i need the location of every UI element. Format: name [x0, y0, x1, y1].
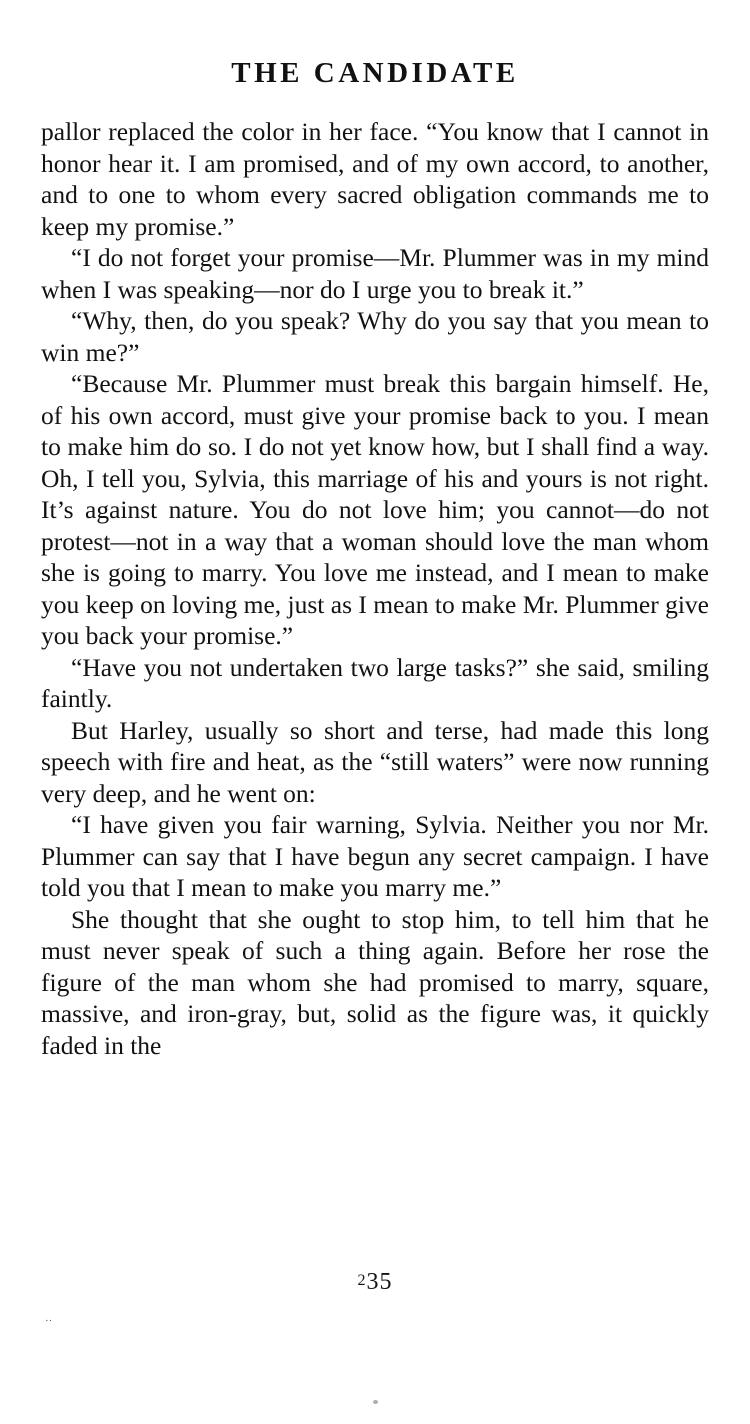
paragraph: pallor replaced the color in her face. “You know that I cannot in honor hear it. I am promised, and of my own accord, to another, and to one to whom every sacred obligation commands me to keep my promise.” — [41, 117, 709, 241]
page-number-superscript: 2 — [357, 1272, 367, 1289]
body-text — [41, 116, 709, 1061]
paragraph: “Why, then, do you speak? Why do you say that you mean to win me?” — [41, 306, 709, 367]
paragraph: “I have given you fair warning, Sylvia. Neither you nor Mr. Plummer can say that I have begun any secret campaign. I have told you that I mean to make you marry me.” — [41, 810, 709, 902]
page-speck-mark: ·· — [45, 1315, 53, 1327]
paragraph: “I do not forget your promise—Mr. Plummer was in my mind when I was speaking—nor do I urge you to break it.” — [41, 243, 709, 304]
paragraph: “Have you not undertaken two large tasks?” she said, smiling faintly. — [41, 652, 709, 713]
paragraph: She thought that she ought to stop him, to tell him that he must never speak of such a thing again. Before her rose the figure of the man whom she had promised to marry, square, massive, and iron-gray, but, solid as the figure was, it quickly faded in the — [41, 904, 709, 1060]
book-page — [0, 57, 750, 1424]
paragraph: But Harley, usually so short and terse, had made this long speech with fire and heat, as the “still waters” were now running very deep, and he went on: — [41, 715, 709, 808]
page-number-value: 35 — [366, 1269, 393, 1295]
page-title: THE CANDIDATE — [231, 57, 519, 89]
page-number — [0, 1269, 750, 1296]
paragraph: “Because Mr. Plummer must break this bargain himself. He, of his own accord, must give your promise back to you. I mean to make him do so. I do not yet know how, but I shall find a way. Oh, I tell you, Sylvia, this marriage of his and yours is not right. It’s against nature. You do not love him; you cannot—do not protest—not in a way that a woman should love the man whom she is going to marry. You love me instead, and I mean to make you keep on loving me, just as I mean to make Mr. Plummer give you back your promise.” — [41, 369, 709, 650]
page-dot-mark — [373, 1400, 378, 1404]
